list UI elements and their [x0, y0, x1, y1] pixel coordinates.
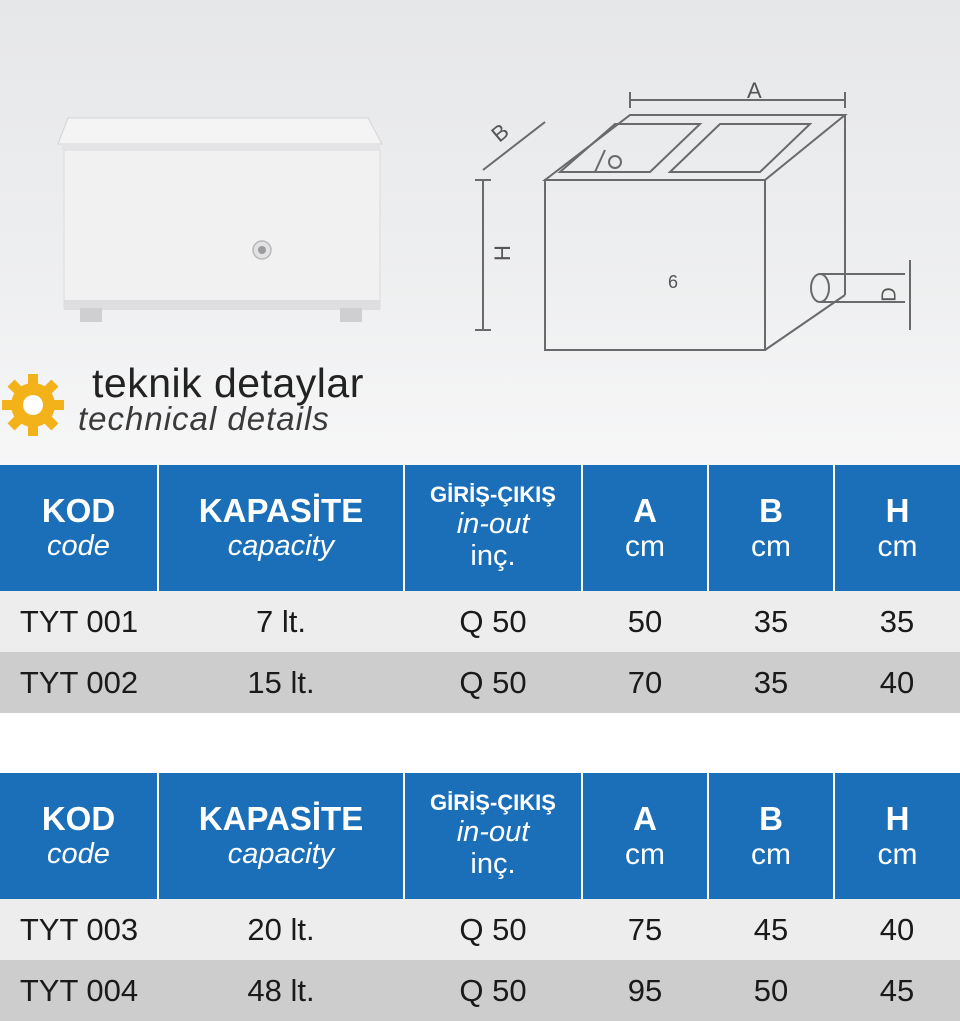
- dim-label-h: H: [489, 245, 515, 261]
- header-kod-en: code: [47, 530, 110, 563]
- header-kapasite-en: capacity: [227, 530, 335, 563]
- cell-kapasite: 48 lt.: [158, 960, 404, 1021]
- cell-kapasite: 15 lt.: [158, 652, 404, 713]
- cell-kapasite: 20 lt.: [158, 899, 404, 960]
- cell-kod: TYT 003: [0, 899, 158, 960]
- cell-a: 70: [582, 652, 708, 713]
- cell-h: 45: [834, 960, 960, 1021]
- spec-table-2: [0, 773, 960, 1021]
- header-h: [834, 465, 960, 591]
- header-h-unit: cm: [877, 529, 918, 563]
- heading-title-tr: teknik detaylar: [92, 360, 364, 406]
- header-giris-en: in-out: [456, 815, 530, 848]
- header-kapasite-tr: KAPASİTE: [198, 492, 364, 530]
- cell-b: 35: [708, 591, 834, 652]
- cell-a: 75: [582, 899, 708, 960]
- cell-b: 50: [708, 960, 834, 1021]
- header-kod-tr: KOD: [41, 492, 116, 530]
- cell-h: 40: [834, 899, 960, 960]
- cell-h: 40: [834, 652, 960, 713]
- product-photo: [50, 100, 395, 340]
- header-b-label: B: [759, 491, 783, 529]
- header-h-label: H: [885, 491, 910, 529]
- header-kapasite: [158, 465, 404, 591]
- cell-giris: Q 50: [404, 591, 582, 652]
- header-a-label: A: [633, 491, 657, 529]
- table-row: [0, 899, 960, 960]
- spec-table-1: [0, 465, 960, 713]
- header-a: [582, 773, 708, 899]
- header-a-label: A: [633, 799, 657, 837]
- header-a-unit: cm: [625, 837, 665, 871]
- table-header-row: [0, 773, 960, 899]
- header-kod-en: code: [47, 838, 110, 871]
- header-h: [834, 773, 960, 899]
- gear-icon: [0, 372, 66, 438]
- header-kod: [0, 773, 158, 899]
- table-row: [0, 652, 960, 713]
- header-kod-tr: KOD: [41, 800, 116, 838]
- header-kapasite-en: capacity: [227, 838, 335, 871]
- cell-kod: TYT 001: [0, 591, 158, 652]
- body-label: 6: [668, 272, 679, 292]
- cell-kod: TYT 002: [0, 652, 158, 713]
- heading-title-en: technical details: [78, 400, 330, 437]
- header-giris-unit: inç.: [470, 540, 516, 573]
- header-giris: [404, 773, 582, 899]
- header-b: [708, 465, 834, 591]
- header-giris-unit: inç.: [470, 848, 516, 881]
- header-b-unit: cm: [751, 529, 791, 563]
- header-a: [582, 465, 708, 591]
- header-h-label: H: [885, 799, 910, 837]
- cell-b: 35: [708, 652, 834, 713]
- header-b: [708, 773, 834, 899]
- header-giris-tr: GİRİŞ-ÇIKIŞ: [430, 790, 556, 816]
- table-row: [0, 960, 960, 1021]
- cell-kapasite: 7 lt.: [158, 591, 404, 652]
- header-b-label: B: [759, 799, 783, 837]
- cell-kod: TYT 004: [0, 960, 158, 1021]
- cell-b: 45: [708, 899, 834, 960]
- header-kod: [0, 465, 158, 591]
- header-kapasite: [158, 773, 404, 899]
- table-header-row: [0, 465, 960, 591]
- header-a-unit: cm: [625, 529, 665, 563]
- section-heading: [0, 360, 500, 450]
- pipe-label: D: [878, 287, 901, 302]
- table-row: [0, 591, 960, 652]
- dim-label-a: A: [747, 78, 762, 103]
- header-giris-tr: GİRİŞ-ÇIKIŞ: [430, 482, 556, 508]
- dim-label-b: B: [486, 118, 514, 147]
- cell-a: 50: [582, 591, 708, 652]
- header-giris-en: in-out: [456, 507, 530, 540]
- cell-a: 95: [582, 960, 708, 1021]
- cell-giris: Q 50: [404, 652, 582, 713]
- header-kapasite-tr: KAPASİTE: [198, 800, 364, 838]
- header-h-unit: cm: [877, 837, 918, 871]
- cell-giris: Q 50: [404, 960, 582, 1021]
- cell-giris: Q 50: [404, 899, 582, 960]
- header-giris: [404, 465, 582, 591]
- header-b-unit: cm: [751, 837, 791, 871]
- technical-drawing: [465, 60, 935, 365]
- cell-h: 35: [834, 591, 960, 652]
